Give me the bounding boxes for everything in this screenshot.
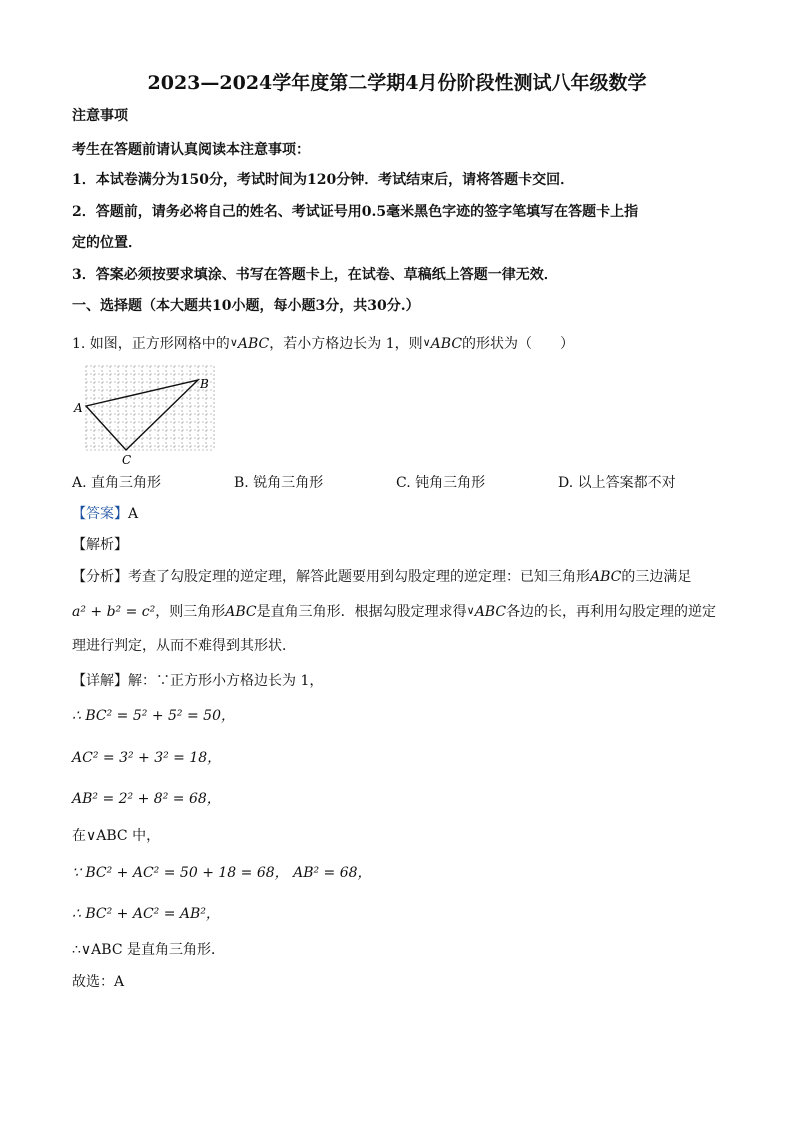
section-heading: 一、选择题（本大题共10小题，每小题3分，共30分.） [72,298,420,314]
question-1-stem: 1. 如图，正方形网格中的∨ABC，若小方格边长为 1，则∨ABC的形状为（ ） [72,336,575,352]
detail-line-6: ∵ BC² + AC² = 50 + 18 = 68， AB² = 68， [72,865,372,881]
grid-lines [86,366,214,450]
notice-item-1: 1．本试卷满分为150分，考试时间为120分钟．考试结束后，请将答题卡交回． [72,172,575,188]
page-title: 2023—2024学年度第二学期4月份阶段性测试八年级数学 [147,72,647,94]
detail-line-1: 【详解】解：∵正方形小方格边长为 1， [72,673,324,689]
notice-item-2b: 定的位置． [72,235,142,251]
notice-intro: 考生在答题前请认真阅读本注意事项： [72,142,310,158]
vertex-label-a: A [74,401,83,415]
answer-value: A [128,506,139,522]
detail-line-9: 故选：A [72,974,125,990]
option-b: B. 锐角三角形 [234,475,324,491]
answer-tag: 【答案】 [72,506,128,522]
detail-line-8: ∴∨ABC 是直角三角形． [72,942,225,958]
analysis-tag: 【解析】 [72,537,128,553]
vertex-label-c: C [122,453,132,467]
detail-line-2: ∴ BC² = 5² + 5² = 50， [72,708,235,724]
answer-line [72,504,138,524]
option-c: C. 钝角三角形 [396,475,486,491]
notice-item-2a: 2．答题前，请务必将自己的姓名、考试证号用0.5毫米黑色字迹的签字笔填写在答题卡上指 [72,204,639,220]
triangle-grid-figure [72,362,222,468]
vertex-label-b: B [200,377,209,391]
detail-line-4: AB² = 2² + 8² = 68， [72,791,221,807]
detail-line-3: AC² = 3² + 3² = 18， [72,750,222,766]
option-a: A. 直角三角形 [72,475,162,491]
fenxi-line-3: 理进行判定，从而不难得到其形状． [72,638,296,654]
option-d: D. 以上答案都不对 [558,475,676,491]
detail-line-5: 在∨ABC 中， [72,828,161,844]
notice-item-3: 3．答案必须按要求填涂、书写在答题卡上，在试卷、草稿纸上答题一律无效． [72,267,558,283]
detail-line-7: ∴ BC² + AC² = AB²， [72,906,220,922]
fenxi-line-1: 【分析】考查了勾股定理的逆定理，解答此题要用到勾股定理的逆定理：已知三角形ABC的三边满足 [72,569,692,585]
fenxi-line-2: a² + b² = c²，则三角形ABC是直角三角形．根据勾股定理求得∨ABC各边的长，再利用勾股定理的逆定 [72,604,717,620]
notice-heading: 注意事项 [72,108,128,124]
